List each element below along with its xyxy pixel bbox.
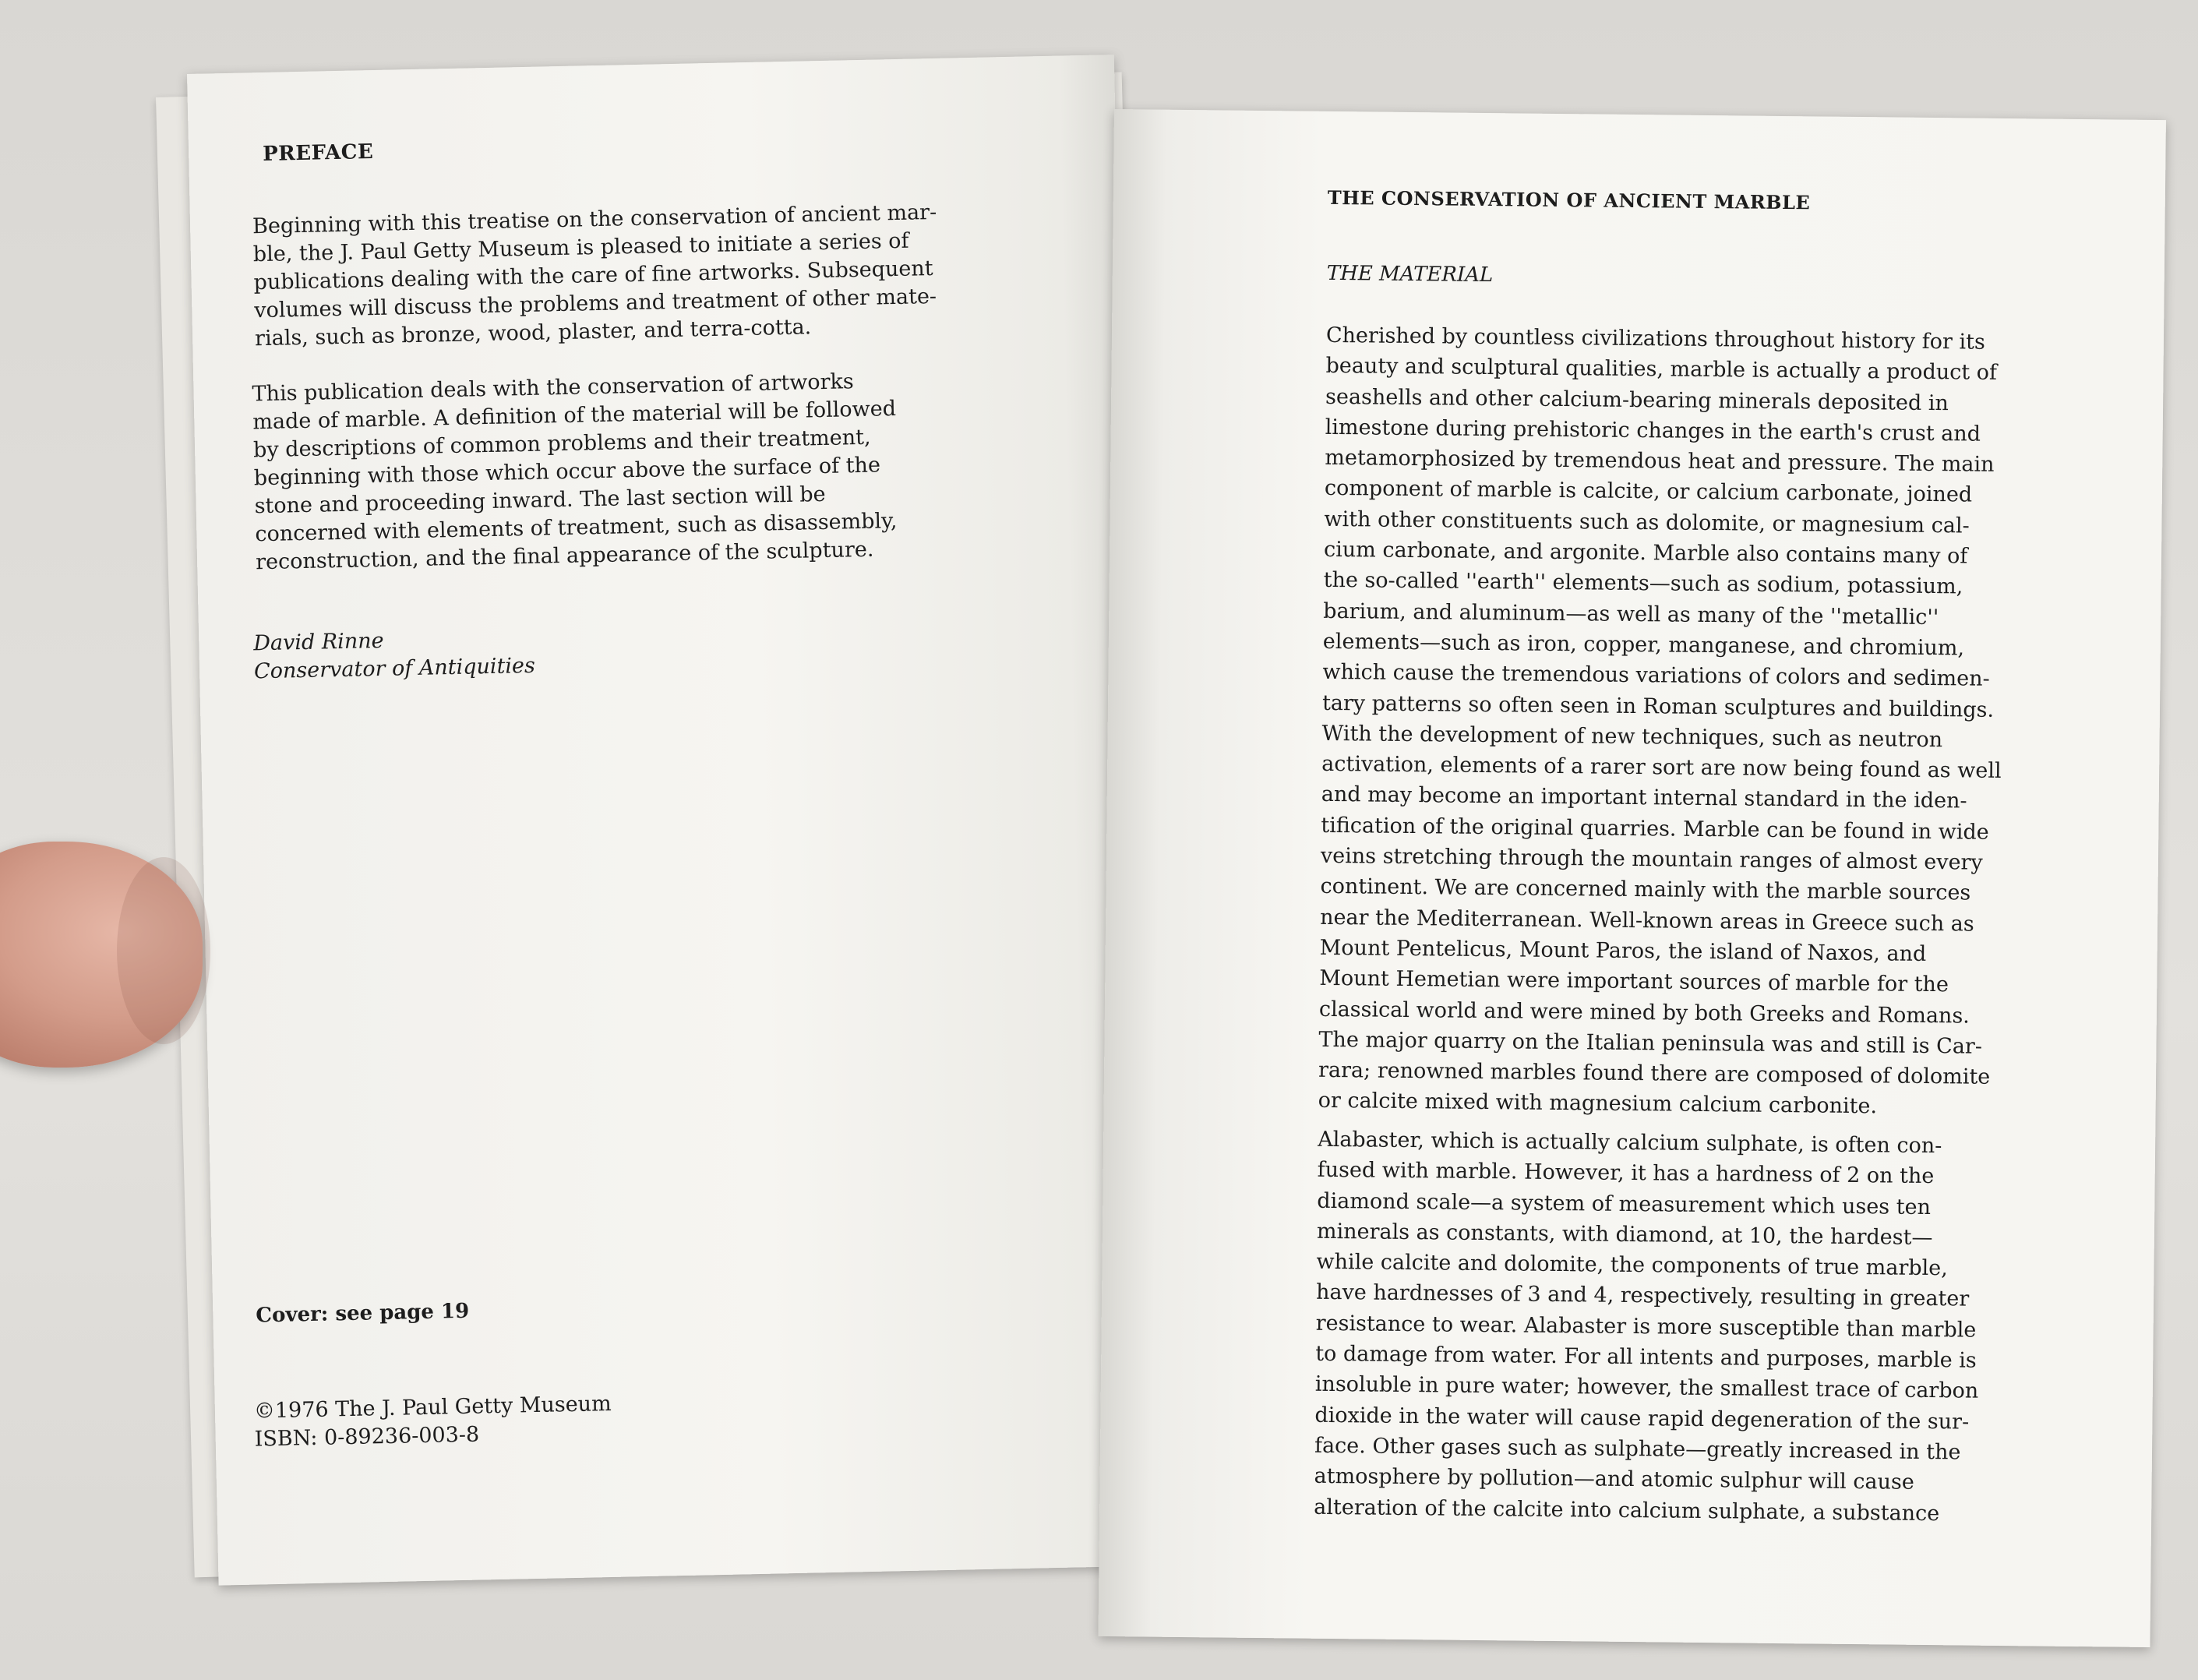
- signature-title: Conservator of Antiquities: [253, 653, 536, 684]
- cover-note: Cover: see page 19: [256, 1299, 470, 1328]
- finger-shadow: [117, 857, 210, 1044]
- material-paragraph-2: Alabaster, which is actually calcium sulphate, is often con- fused with marble. However, it has a hardness of 2 on the diamond scale—a system of measurement which uses ten minerals as constants, with diamond, at 10, the hardest— while calcite and dolomite, the components of true marble, have hardnesses of 3 and 4, respectively, resulting in greater resistance to wear. Alabaster is more susceptible than marble to damage from water. For all intents and purposes, marble is insoluble in pure water; however, the smallest trace of carbon dioxide in the water will cause rapid degeneration of the sur- face. Other gases such as sulphate—greatly increased in the atmosphere by pollution—and atomic sulphur will cause alteration of the calcite into calcium sulphate, a substance: [1314, 1127, 1979, 1526]
- copyright-line: ©1976 The J. Paul Getty Museum: [253, 1391, 612, 1424]
- signature-name: David Rinne: [253, 628, 384, 656]
- isbn-line: ISBN: 0-89236-003-8: [254, 1422, 480, 1452]
- preface-heading: PREFACE: [262, 140, 374, 166]
- preface-paragraph-2: This publication deals with the conservation of artworks made of marble. A definition of the material will be followed by descriptions of common problems and their treatment, beginning with those which occur above the surface of the stone and proceeding inward. The last section will be concerned with elements of treatment, such as disassembly, reconstruction, and the final appearance of the sculpture.: [252, 369, 898, 575]
- section-heading: THE MATERIAL: [1326, 261, 1494, 288]
- preface-paragraph-1: Beginning with this treatise on the conservation of ancient mar- ble, the J. Paul Getty Museum is pleased to initiate a series of publications dealing with the care of fine artworks. Subsequent volumes will discuss the problems and treatment of other mate- rials, such as bronze, wood, plaster, and terra-cotta.: [252, 199, 937, 351]
- material-paragraph-1: Cherished by countless civilizations throughout history for its beauty and sculptural qualities, marble is actually a product of seashells and other calcium-bearing minerals deposited in limestone during prehistoric changes in the earth's crust and metamorphosized by tremendous heat and pressure. The main component of marble is calcite, or calcium carbonate, joined with other constituents such as dolomite, or magnesium cal- cium carbonate, and argonite. Marble also contains many of the so-called ''earth'' elements—such as sodium, potassium, barium, and aluminum—as well as many of the ''metallic'' elements—such as iron, copper, manganese, and chromium, which cause the tremendous variations of colors and sedimen- tary patterns so often seen in Roman sculptures and buildings. With the development of new techniques, such as neutron activation, elements of a rarer sort are now being found as well and may become an important internal standard in the iden- tification of the original quarries. Marble can be found in wide veins stretching through the mountain ranges of almost every continent. We are concerned mainly with the marble sources near the Mediterranean. Well-known areas in Greece such as Mount Pentelicus, Mount Paros, the island of Naxos, and Mount Hemetian were important sources of marble for the classical world and were mined by both Greeks and Romans. The major quarry on the Italian peninsula was and still is Car- rara; renowned marbles found there are composed of dolomite or calcite mixed with magnesium calcium carbonite.: [1318, 323, 2002, 1119]
- right-page: [1098, 109, 2165, 1647]
- chapter-title: THE CONSERVATION OF ANCIENT MARBLE: [1327, 185, 1811, 214]
- left-page: [187, 55, 1145, 1585]
